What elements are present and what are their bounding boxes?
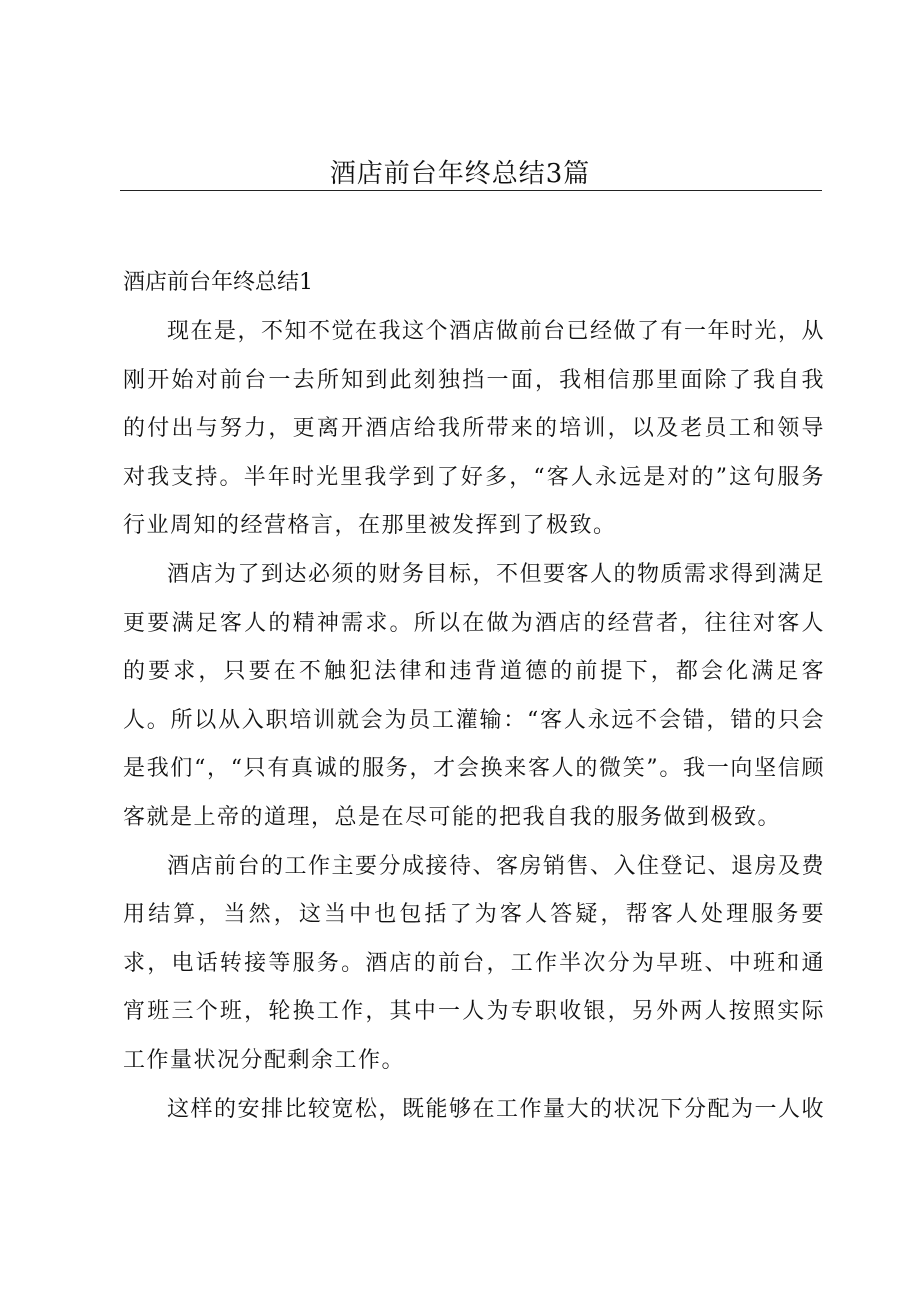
title-underline xyxy=(120,190,822,191)
paragraph-1: 现在是，不知不觉在我这个酒店做前台已经做了有一年时光，从刚开始对前台一去所知到此刻独挡一面，我相信那里面除了我自我的付出与努力，更离开酒店给我所带来的培训，以及老员工和领导对我支持。半年时光里我学到了好多，“客人永远是对的”这句服务行业周知的经营格言，在那里被发挥到了极致。 xyxy=(123,319,826,539)
paragraph-4: 这样的安排比较宽松，既能够在工作量大的状况下分配为一人收 xyxy=(167,1096,826,1122)
document-body xyxy=(123,308,825,1134)
paragraph-3: 酒店前台的工作主要分成接待、客房销售、入住登记、退房及费用结算，当然，这当中也包括了为客人答疑，帮客人处理服务要求，电话转接等服务。酒店的前台，工作半次分为早班、中班和通宵班三个班，轮换工作，其中一人为专职收银，另外两人按照实际工作量状况分配剩余工作。 xyxy=(123,853,826,1073)
section-heading: 酒店前台年终总结1 xyxy=(123,270,313,295)
document-title: 酒店前台年终总结3篇 xyxy=(329,159,591,189)
paragraph-2: 酒店为了到达必须的财务目标，不但要客人的物质需求得到满足更要满足客人的精神需求。所以在做为酒店的经营者，往往对客人的要求，只要在不触犯法律和违背道德的前提下，都会化满足客人。所以从入职培训就会为员工灌输：“客人永远不会错，错的只会是我们“，“只有真诚的服务，才会换来客人的微笑”。我一向坚信顾客就是上帝的道理，总是在尽可能的把我自我的服务做到极致。 xyxy=(123,561,826,830)
